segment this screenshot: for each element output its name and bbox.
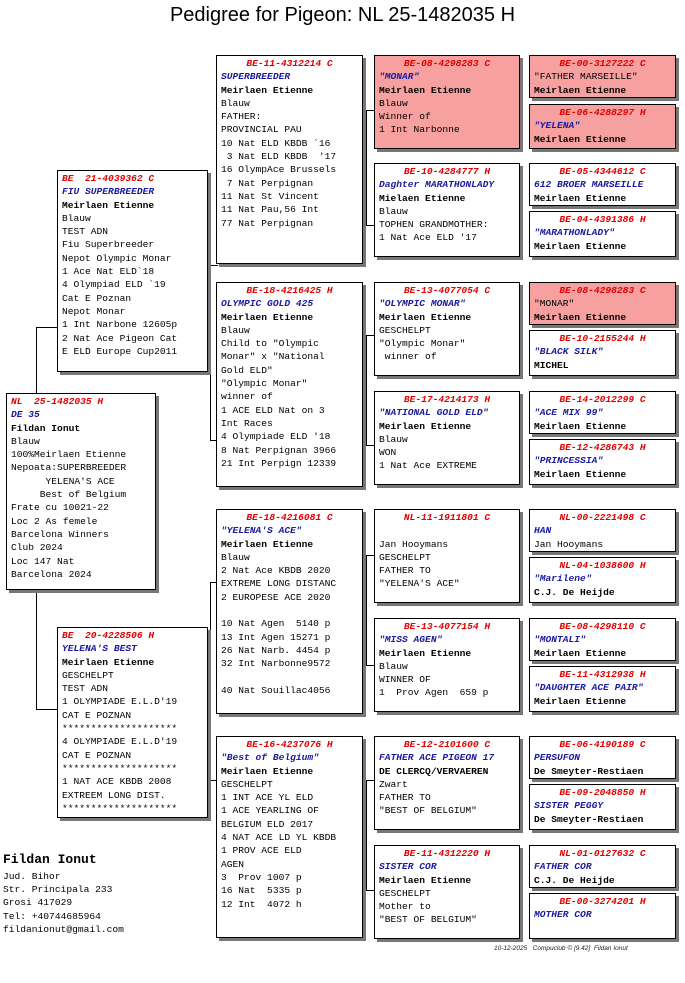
pigeon-name: "OLYMPIC MONAR" (379, 298, 466, 310)
pigeon-name: "MONTALI" (534, 634, 586, 646)
pigeon-name: "NATIONAL GOLD ELD" (379, 407, 489, 419)
connector (366, 780, 367, 891)
footer-credit: 10-12-2025 Compuclub © [9.42] Fildan Ionut (494, 945, 628, 952)
info-line: Club 2024 (11, 542, 63, 554)
info-line: Best of Belgium (11, 489, 127, 501)
pigeon-name: YELENA'S BEST (62, 643, 137, 655)
info-line: Frate cu 10021-22 (11, 502, 109, 514)
info-line: EXTREME LONG DISTANC (221, 578, 337, 590)
info-line: 1 Nat Ace ELD '17 (379, 232, 477, 244)
pigeon-card-g16[interactable] (529, 893, 676, 939)
owner-name: Meirlaen Etienne (221, 538, 314, 550)
info-line: GESCHELPT (379, 887, 431, 899)
info-line: 32 Int Narbonne9572 (221, 658, 331, 670)
connector (210, 582, 211, 781)
pigeon-name: "BLACK SILK" (534, 346, 604, 358)
ring-number: NL-01-0127632 C (559, 848, 646, 859)
info-line: 26 Nat Narb. 4454 p (221, 644, 331, 656)
pigeon-card-mmf[interactable] (374, 736, 520, 830)
pigeon-card-g3[interactable] (529, 163, 676, 206)
info-line: 77 Nat Perpignan (221, 217, 314, 229)
info-line: WINNER OF (379, 674, 431, 686)
info-line: TOPHEN GRANDMOTHER: (379, 219, 489, 231)
info-line: EXTREEM LONG DIST. (62, 789, 166, 801)
ring-number: BE-11-4312220 H (403, 848, 491, 859)
info-line: Monar" x "National (221, 351, 325, 363)
info-line: "BEST OF BELGIUM" (379, 805, 477, 817)
connector (36, 327, 37, 393)
owner-name: Jan Hooymans (379, 538, 449, 550)
info-line: Blauw (221, 97, 250, 109)
owner-name: Meirlaen Etienne (534, 420, 627, 432)
ring-number: BE-05-4344612 C (559, 166, 646, 177)
pigeon-name: "FATHER MARSEILLE" (534, 71, 638, 83)
pigeon-name: Daghter MARATHONLADY (379, 179, 495, 191)
info-line: 11 Nat Pau,56 Int (221, 204, 319, 216)
ring-number: BE-14-2012299 C (559, 394, 646, 405)
pigeon-card-mm[interactable] (216, 736, 363, 938)
info-line: 3 Prov 1007 p (221, 871, 302, 883)
ring-number: NL-04-1038600 H (559, 560, 646, 571)
info-line: CAT E POZNAN (62, 749, 132, 761)
breeder-line: Tel: +40744685964 (3, 910, 101, 922)
info-line: 11 Nat St Vincent (221, 190, 319, 202)
info-line: "BEST OF BELGIUM" (379, 914, 477, 926)
info-line: BELGIUM ELD 2017 (221, 818, 314, 830)
pigeon-card-g7[interactable] (529, 391, 676, 434)
owner-name: Mielaen Etienne (379, 192, 466, 204)
info-line: 16 OlympAce Brussels (221, 164, 337, 176)
owner-name: De Smeyter-Restiaen (534, 765, 644, 777)
info-line: Cat E Poznan (62, 292, 132, 304)
pigeon-name: FATHER COR (534, 861, 592, 873)
pigeon-name: OLYMPIC GOLD 425 (221, 298, 314, 310)
info-line: Blauw (62, 212, 91, 224)
pigeon-card-fmm[interactable] (374, 391, 520, 485)
pigeon-card-g8[interactable] (529, 439, 676, 485)
owner-name: Meirlaen Etienne (221, 765, 314, 777)
breeder-line: Grosi 417029 (3, 897, 73, 909)
info-line: 40 Nat Souillac4056 (221, 684, 331, 696)
info-line: 4 Olympiad ELD `19 (62, 279, 166, 291)
info-line: 8 Nat Perpignan 3966 (221, 444, 337, 456)
pigeon-name: "MARATHONLADY" (534, 227, 615, 239)
connector (36, 630, 37, 710)
pigeon-card-fm[interactable] (216, 282, 363, 487)
pigeon-card-ff[interactable] (216, 55, 363, 264)
ring-number: NL 25-1482035 H (11, 396, 104, 407)
pigeon-card-fff[interactable] (374, 55, 520, 149)
info-line: 4 OLYMPIADE E.L.D'19 (62, 736, 178, 748)
info-line: 16 Nat 5335 p (221, 885, 302, 897)
info-line: AGEN (221, 858, 245, 870)
connector (366, 335, 367, 446)
info-line: 1 Int Narbone 12605p (62, 319, 178, 331)
pigeon-card-mmm[interactable] (374, 845, 520, 939)
info-line: 1 NAT ACE KBDB 2008 (62, 776, 172, 788)
info-line: GESCHELPT (379, 324, 431, 336)
info-line: Barcelona 2024 (11, 568, 92, 580)
owner-name: Jan Hooymans (534, 538, 604, 550)
info-line: ******************** (62, 762, 178, 774)
info-line: 1 ACE ELD Nat on 3 (221, 404, 325, 416)
pigeon-name: PERSUFON (534, 752, 581, 764)
pigeon-card-father[interactable] (57, 170, 208, 372)
info-line: Gold ELD" (221, 364, 273, 376)
ring-number: BE-16-4237076 H (246, 739, 333, 750)
pigeon-card-mff[interactable] (374, 509, 520, 603)
owner-name: Meirlaen Etienne (379, 311, 472, 323)
owner-name: Meirlaen Etienne (379, 84, 472, 96)
pigeon-name: "ACE MIX 99" (534, 407, 604, 419)
owner-name: Meirlaen Etienne (534, 647, 627, 659)
info-line: 1 PROV ACE ELD (221, 845, 302, 857)
ring-number: BE-08-4298283 C (403, 58, 491, 69)
pigeon-card-g6[interactable] (529, 330, 676, 376)
owner-name: Meirlaen Etienne (534, 695, 627, 707)
breeder-info (3, 852, 124, 936)
breeder-line: Str. Principala 233 (3, 884, 113, 896)
pigeon-card-mf[interactable] (216, 509, 363, 714)
pigeon-name: FIU SUPERBREEDER (62, 186, 155, 198)
pigeon-card-g10[interactable] (529, 557, 676, 603)
info-line: 4 NAT ACE LD YL KBDB (221, 832, 337, 844)
info-line: Blauw (221, 551, 250, 563)
info-line: Blauw (11, 435, 40, 447)
info-line: 21 Int Perpign 12339 (221, 457, 337, 469)
pigeon-name: "Best of Belgium" (221, 752, 319, 764)
ring-number: BE-12-2101600 C (403, 739, 491, 750)
info-line: Loc 147 Nat (11, 555, 75, 567)
ring-number: BE-18-4216081 C (246, 512, 333, 523)
ring-number: BE-18-4216425 H (246, 285, 333, 296)
pigeon-name: SUPERBREEDER (221, 71, 291, 83)
owner-name: C.J. De Heijde (534, 874, 615, 886)
owner-name: Meirlaen Etienne (534, 84, 627, 96)
ring-number: BE-11-4312938 H (559, 669, 646, 680)
ring-number: BE-13-4077154 H (403, 621, 491, 632)
pigeon-name: "MISS AGEN" (379, 634, 443, 646)
info-line: Nepot Olympic Monar (62, 252, 172, 264)
pigeon-name: "PRINCESSIA" (534, 455, 604, 467)
pigeon-card-mother[interactable] (57, 627, 208, 818)
info-line: GESCHELPT (221, 778, 273, 790)
page-title: Pedigree for Pigeon: NL 25-1482035 H (169, 4, 516, 26)
info-line: 1 Prov Agen 659 p (379, 687, 489, 699)
ring-number: NL-11-1911801 C (403, 512, 491, 523)
ring-number: BE-06-4190189 C (559, 739, 646, 750)
info-line: 7 Nat Perpignan (221, 177, 314, 189)
pigeon-card-g5[interactable] (529, 282, 676, 325)
info-line: ******************** (62, 723, 178, 735)
owner-name: Meirlaen Etienne (379, 874, 472, 886)
info-line: CAT E POZNAN (62, 709, 132, 721)
info-line (221, 671, 358, 684)
info-line: 13 Int Agen 15271 p (221, 631, 331, 643)
pigeon-name: SISTER COR (379, 861, 437, 873)
pigeon-name: DE 35 (11, 409, 40, 421)
pigeon-card-g15[interactable] (529, 845, 676, 888)
ring-number: BE-06-4288297 H (559, 107, 646, 118)
info-line: 4 Olympiade ELD '18 (221, 431, 331, 443)
connector (366, 555, 367, 666)
ring-number: BE-09-2048850 H (559, 787, 646, 798)
breeder-name: Fildan Ionut (3, 852, 97, 867)
pigeon-card-g9[interactable] (529, 509, 676, 552)
owner-name: Meirlaen Etienne (534, 468, 627, 480)
info-line: Barcelona Winners (11, 528, 109, 540)
info-line: FATHER TO (379, 792, 431, 804)
ring-number: BE-12-4286743 H (559, 442, 646, 453)
owner-name: Meirlaen Etienne (534, 311, 627, 323)
owner-name: Meirlaen Etienne (62, 199, 155, 211)
info-line: Blauw (379, 97, 408, 109)
connector (210, 265, 218, 266)
owner-name: Meirlaen Etienne (379, 420, 472, 432)
ring-number: BE-17-4214173 H (403, 394, 491, 405)
info-line: 2 Nat Ace Pigeon Cat (62, 332, 178, 344)
info-line: 1 ACE YEARLING OF (221, 805, 319, 817)
info-line: 10 Nat ELD KBDB `16 (221, 137, 331, 149)
pigeon-name: "DAUGHTER ACE PAIR" (534, 682, 644, 694)
info-line: 100%Meirlaen Etienne (11, 449, 127, 461)
info-line: Child to "Olympic (221, 338, 319, 350)
ring-number: BE-08-4298110 C (559, 621, 646, 632)
info-line: 2 EUROPESE ACE 2020 (221, 591, 331, 603)
info-line: 1 INT ACE YL ELD (221, 792, 314, 804)
info-line: Blauw (221, 324, 250, 336)
owner-name: Meirlaen Etienne (221, 311, 314, 323)
ring-number: BE-13-4077054 C (403, 285, 491, 296)
owner-name: Meirlaen Etienne (534, 192, 627, 204)
pigeon-name (379, 524, 515, 537)
info-line: Nepot Monar (62, 305, 126, 317)
info-line: Mother to (379, 901, 431, 913)
pigeon-card-g13[interactable] (529, 736, 676, 779)
info-line: FATHER: (221, 111, 262, 123)
owner-name: MICHEL (534, 359, 569, 371)
owner-name: Meirlaen Etienne (534, 240, 627, 252)
pigeon-card-main[interactable] (6, 393, 156, 590)
pigeon-card-g1[interactable] (529, 55, 676, 98)
pigeon-card-g14[interactable] (529, 784, 676, 830)
info-line: PROVINCIAL PAU (221, 124, 302, 136)
connector (36, 589, 37, 630)
breeder-email: fildanionut@gmail.com (3, 923, 124, 935)
pigeon-card-mfm[interactable] (374, 618, 520, 712)
pigeon-name: "YELENA" (534, 120, 581, 132)
info-line: Int Races (221, 417, 273, 429)
pigeon-name: "Marilene" (534, 573, 592, 585)
info-line: E ELD Europe Cup2011 (62, 345, 178, 357)
info-line: Zwart (379, 778, 408, 790)
ring-number: BE-00-3127222 C (559, 58, 646, 69)
owner-name: DE CLERCQ/VERVAEREN (379, 765, 489, 777)
info-line: Fiu Superbreeder (62, 239, 155, 251)
info-line: 12 Int 4072 h (221, 898, 302, 910)
info-line: 1 OLYMPIADE E.L.D'19 (62, 696, 178, 708)
info-line: ******************** (62, 802, 178, 814)
pigeon-card-g12[interactable] (529, 666, 676, 712)
connector (366, 110, 367, 226)
info-line: "Olympic Monar" (221, 378, 308, 390)
owner-name: Fildan Ionut (11, 422, 81, 434)
ring-number: BE-04-4391386 H (559, 214, 646, 225)
pigeon-name: FATHER ACE PIGEON 17 (379, 752, 495, 764)
ring-number: BE 21-4039362 C (62, 173, 155, 184)
info-line: 2 Nat Ace KBDB 2020 (221, 565, 331, 577)
info-line: winner of (379, 351, 437, 363)
pigeon-card-g4[interactable] (529, 211, 676, 257)
connector (210, 265, 211, 441)
info-line (221, 604, 358, 617)
info-line: WON (379, 447, 397, 459)
info-line: "Olympic Monar" (379, 338, 466, 350)
info-line: GESCHELPT (379, 551, 431, 563)
info-line: GESCHELPT (62, 669, 114, 681)
info-line: winner of (221, 391, 273, 403)
info-line: Nepoata:SUPERBREEDER (11, 462, 127, 474)
ring-number: BE-11-4312214 C (246, 58, 333, 69)
owner-name: Meirlaen Etienne (62, 656, 155, 668)
info-line: Blauw (379, 205, 408, 217)
ring-number: BE-08-4298283 C (559, 285, 646, 296)
info-line: 1 Nat Ace EXTREME (379, 460, 477, 472)
pigeon-name: MOTHER COR (534, 909, 592, 921)
owner-name: Meirlaen Etienne (534, 133, 627, 145)
pigeon-card-g2[interactable] (529, 104, 676, 149)
breeder-line: Jud. Bihor (3, 871, 61, 882)
info-line: 10 Nat Agen 5140 p (221, 618, 331, 630)
pigeon-card-g11[interactable] (529, 618, 676, 661)
owner-name: De Smeyter-Restiaen (534, 813, 644, 825)
info-line: Blauw (379, 660, 408, 672)
info-line: Blauw (379, 433, 408, 445)
info-line: "YELENA'S ACE" (379, 578, 460, 590)
ring-number: BE 20-4228506 H (62, 630, 155, 641)
info-line: TEST ADN (62, 683, 109, 695)
info-line: 3 Nat ELD KBDB '17 (221, 151, 337, 163)
ring-number: BE-10-4284777 H (403, 166, 491, 177)
info-line: YELENA'S ACE (11, 475, 115, 487)
pigeon-card-ffm[interactable] (374, 163, 520, 257)
info-line: 1 Int Narbonne (379, 124, 460, 136)
pigeon-name: "YELENA'S ACE" (221, 525, 302, 537)
info-line: TEST ADN (62, 226, 109, 238)
pigeon-name: "MONAR" (534, 298, 575, 310)
pigeon-name: "MONAR" (379, 71, 420, 83)
ring-number: BE-10-2155244 H (559, 333, 646, 344)
pigeon-card-fmf[interactable] (374, 282, 520, 376)
owner-name: C.J. De Heijde (534, 586, 615, 598)
pigeon-name: SISTER PEGGY (534, 800, 604, 812)
ring-number: BE-00-3274201 H (559, 896, 646, 907)
info-line: FATHER TO (379, 565, 431, 577)
pigeon-name: 612 BROER MARSEILLE (534, 179, 644, 191)
info-line: Loc 2 As femele (11, 515, 98, 527)
pigeon-name: HAN (534, 525, 552, 537)
owner-name: Meirlaen Etienne (379, 647, 472, 659)
info-line: Winner of (379, 111, 431, 123)
info-line: 1 Ace Nat ELD`18 (62, 266, 155, 278)
owner-name: Meirlaen Etienne (221, 84, 314, 96)
ring-number: NL-00-2221498 C (559, 512, 646, 523)
